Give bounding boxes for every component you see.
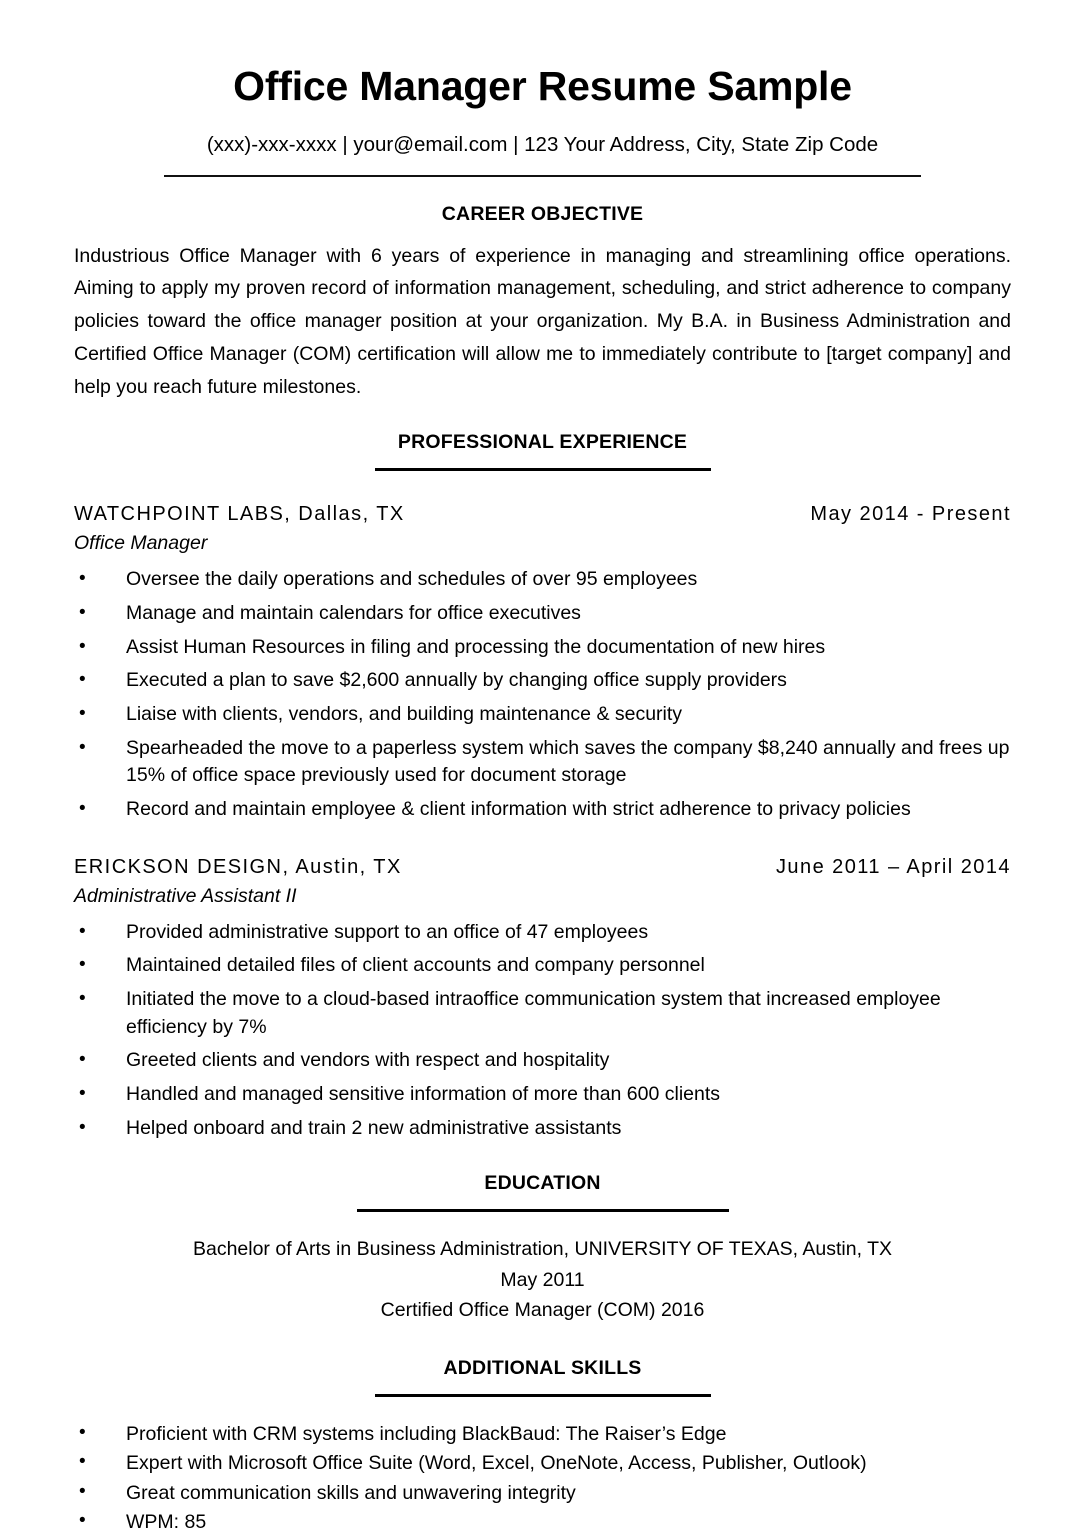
experience-bullet-list <box>74 910 1011 1143</box>
section-heading-professional-experience: PROFESSIONAL EXPERIENCE <box>397 431 688 454</box>
list-item: • Assist Human Resources in filing and processing the documentation of new hires <box>74 628 1011 662</box>
employment-dates: June 2011 – April 2014 <box>775 855 1011 878</box>
list-item: • Spearheaded the move to a paperless system which saves the company $8,240 annually and frees up 15% of office space previously used for document storage <box>74 729 1011 790</box>
experience-entry <box>74 471 1011 823</box>
list-item: • Proficient with CRM systems including BlackBaud: The Raiser’s Edge <box>74 1419 1011 1448</box>
section-education <box>74 1142 1011 1325</box>
list-item: • Manage and maintain calendars for office executives <box>74 594 1011 628</box>
list-item: • Handled and managed sensitive information of more than 600 clients <box>74 1075 1011 1109</box>
experience-headline <box>74 854 1011 881</box>
job-title: Office Manager <box>74 532 208 555</box>
employment-dates: May 2014 - Present <box>810 503 1011 526</box>
page-title: Office Manager Resume Sample <box>233 63 852 109</box>
list-item: • Liaise with clients, vendors, and building maintenance & security <box>74 695 1011 729</box>
education-certification: Certified Office Manager (COM) 2016 <box>380 1298 705 1321</box>
list-item: • WPM: 85 <box>74 1507 1011 1536</box>
experience-entry <box>74 824 1011 1143</box>
list-item: • Executed a plan to save $2,600 annually by changing office supply providers <box>74 661 1011 695</box>
section-career-objective <box>74 177 1011 404</box>
section-professional-experience <box>74 403 1011 1142</box>
resume-body <box>74 0 1011 1536</box>
education-degree: Bachelor of Arts in Business Administration, UNIVERSITY OF TEXAS, Austin, TX <box>192 1238 893 1261</box>
career-objective-text: Industrious Office Manager with 6 years of experience in managing and streamlining office operations. Aiming to apply my proven record of information management, scheduling, and strict adherence to company policies toward the office manager position at your organization. My B.A. in Business Administration and Certified Office Manager (COM) certification will allow me to immediately contribute to [target company] and help you reach future milestones. <box>74 244 1011 398</box>
list-item: • Oversee the daily operations and schedules of over 95 employees <box>74 560 1011 594</box>
list-item: • Great communication skills and unwavering integrity <box>74 1478 1011 1507</box>
employer-name: WATCHPOINT LABS, Dallas, TX <box>74 503 405 526</box>
resume-header <box>74 0 1011 177</box>
section-heading-career-objective: CAREER OBJECTIVE <box>441 202 644 225</box>
section-heading-education: EDUCATION <box>484 1172 601 1195</box>
experience-headline <box>74 501 1011 528</box>
section-additional-skills <box>74 1325 1011 1536</box>
education-date: May 2011 <box>500 1268 585 1291</box>
contact-line: (xxx)-xxx-xxxx | your@email.com | 123 Your Address, City, State Zip Code <box>206 132 879 156</box>
skills-bullet-list <box>74 1419 1011 1536</box>
list-item: • Expert with Microsoft Office Suite (Word, Excel, OneNote, Access, Publisher, Outlook) <box>74 1448 1011 1477</box>
job-title: Administrative Assistant II <box>74 884 297 907</box>
experience-bullet-list <box>74 557 1011 824</box>
list-item: • Provided administrative support to an office of 47 employees <box>74 913 1011 947</box>
list-item: • Record and maintain employee & client information with strict adherence to privacy policies <box>74 790 1011 824</box>
list-item: • Greeted clients and vendors with respect and hospitality <box>74 1041 1011 1075</box>
education-details <box>74 1212 1011 1325</box>
skills-body <box>74 1397 1011 1536</box>
list-item: • Maintained detailed files of client accounts and company personnel <box>74 946 1011 980</box>
list-item: • Initiated the move to a cloud-based intraoffice communication system that increased employee efficiency by 7% <box>74 980 1011 1041</box>
employer-name: ERICKSON DESIGN, Austin, TX <box>74 855 402 878</box>
list-item: • Helped onboard and train 2 new administrative assistants <box>74 1109 1011 1143</box>
section-heading-additional-skills: ADDITIONAL SKILLS <box>443 1357 642 1380</box>
